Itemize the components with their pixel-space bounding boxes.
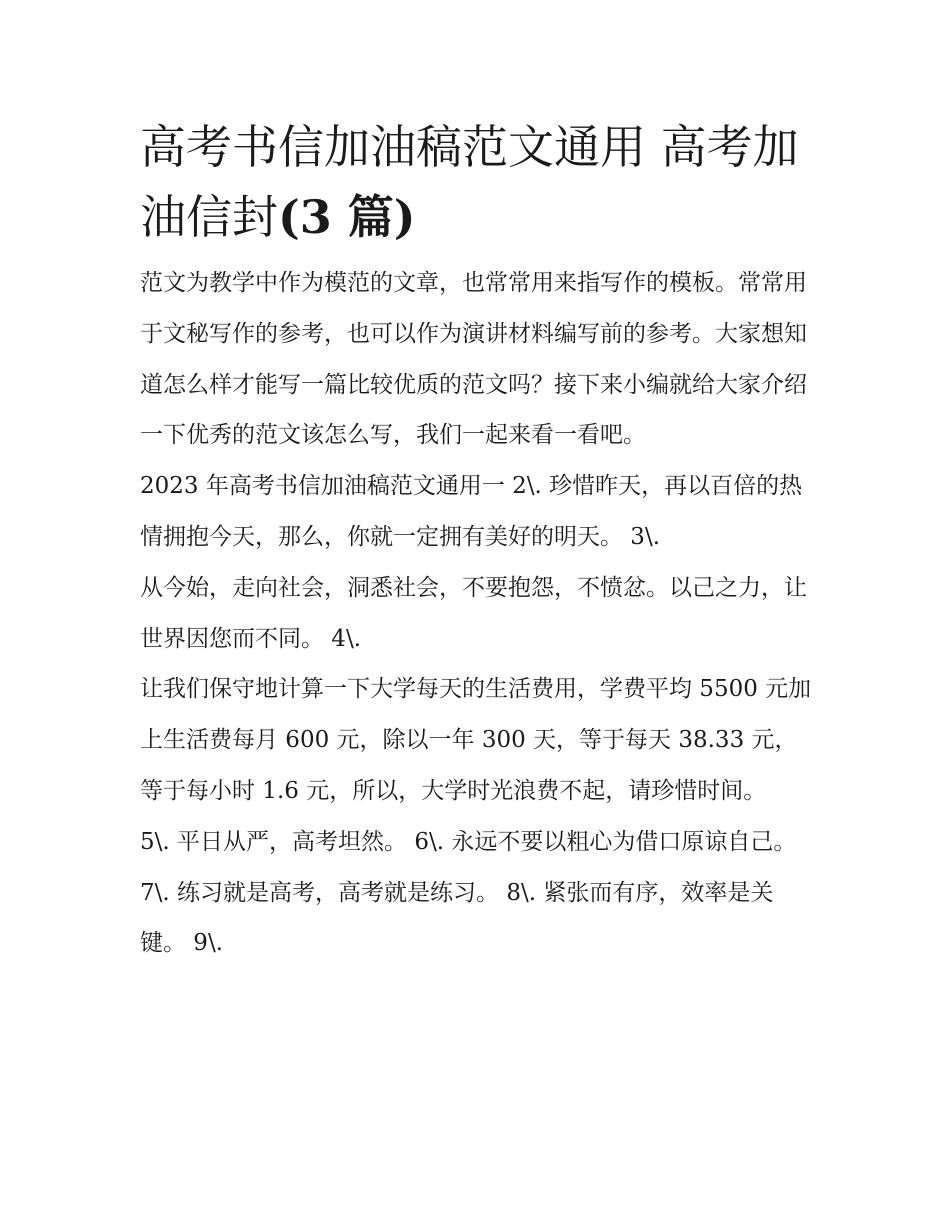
paragraph-4: 5\. 平日从严，高考坦然。 6\. 永远不要以粗心为借口原谅自己。 7\. 练习就是高考，高考就是练习。 8\. 紧张而有序，效率是关键。 9\. [140, 828, 797, 957]
paragraph-3: 让我们保守地计算一下大学每天的生活费用，学费平均 5500 元加上生活费每月 600 元，除以一年 300 天，等于每天 38.33 元，等于每小时 1.6 元，所以，大学时光浪费不起，请珍惜时间。 [140, 676, 812, 804]
document-body [140, 112, 812, 969]
document-title [140, 112, 812, 252]
paragraph-2: 从今始，走向社会，洞悉社会，不要抱怨，不愤忿。以己之力，让世界因您而不同。 4\. [140, 574, 807, 652]
title-text: 高考书信加油稿范文通用 高考加油信封 [140, 120, 799, 244]
title-count: (3 篇) [278, 190, 416, 244]
intro-paragraph: 范文为教学中作为模范的文章，也常常用来指写作的模板。常常用于文秘写作的参考，也可以作为演讲材料编写前的参考。大家想知道怎么样才能写一篇比较优质的范文吗？接下来小编就给大家介绍一下优秀的范文该怎么写，我们一起来看一看吧。 [140, 270, 807, 449]
paragraph-1: 2023 年高考书信加油稿范文通用一 2\. 珍惜昨天，再以百倍的热情拥抱今天，那么，你就一定拥有美好的明天。 3\. [140, 473, 803, 550]
